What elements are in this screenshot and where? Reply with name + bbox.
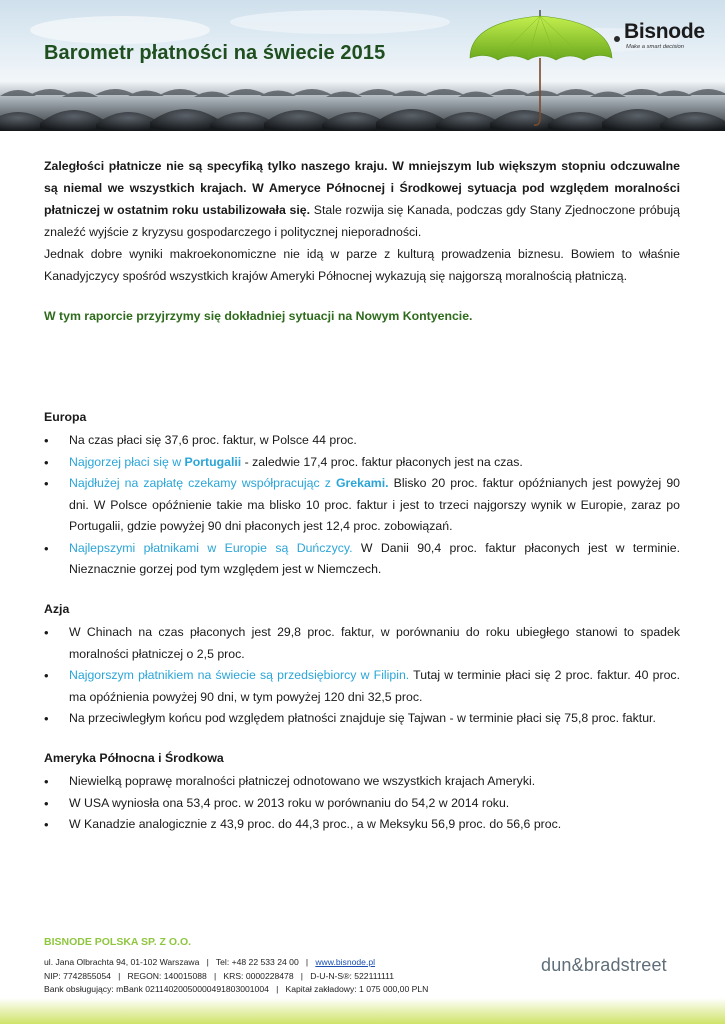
- asia-b1-text: W Chinach na czas płaconych jest 29,8 proc. faktur, w porównaniu do roku ubiegłego stanowi to spadek moralności płatniczej o 2,5 proc.: [69, 625, 680, 661]
- asia-b2-highlight: Najgorszym płatnikiem na świecie są przedsiębiorcy w Filipin.: [69, 668, 410, 682]
- footer-separator: |: [206, 957, 209, 967]
- list-item: [44, 452, 680, 474]
- page-title: Barometr płatności na świecie 2015: [44, 42, 386, 64]
- europe-b2-text: - zaledwie 17,4 proc. faktur płaconych jest na czas.: [241, 454, 523, 469]
- europe-b2-highlight: Najgorzej płaci się w: [69, 454, 182, 469]
- footer-nip: NIP: 7742855054: [44, 970, 111, 981]
- europe-list: [44, 430, 680, 581]
- europe-b2-country: Portugalii: [184, 454, 242, 469]
- logo-tagline: Make a smart decision: [626, 44, 684, 50]
- footer-line-1: [44, 956, 428, 970]
- asia-list: [44, 622, 680, 730]
- green-umbrella-icon: [470, 10, 612, 125]
- intro-section: [44, 155, 680, 327]
- americas-b1-text: Niewielką poprawę moralności płatniczej odnotowano we wszystkich krajach Ameryki.: [69, 774, 536, 788]
- list-item: [44, 665, 680, 708]
- list-item: [44, 708, 680, 730]
- list-item: [44, 622, 680, 665]
- asia-b3-text: Na przeciwległym końcu pod względem płatności znajduje się Tajwan - w terminie płaci się 75,8 proc. faktur.: [69, 711, 656, 725]
- americas-list: [44, 771, 680, 836]
- americas-b3-text: W Kanadzie analogicznie z 43,9 proc. do 44,3 proc., a w Meksyku 56,9 proc. do 56,6 proc.: [69, 817, 562, 831]
- footer-separator: |: [305, 957, 309, 967]
- logo-name: Bisnode: [624, 20, 705, 43]
- asia-heading: Azja: [44, 602, 70, 616]
- europe-b3-country: Grekami.: [335, 476, 389, 490]
- footer-phone: Tel: +48 22 533 24 00: [215, 957, 299, 967]
- footer-line-3: [44, 983, 428, 997]
- footer-bottom-bar: [0, 998, 725, 1024]
- footer-duns: D-U-N-S®: 522111111: [310, 970, 395, 981]
- footer-separator: |: [118, 970, 121, 981]
- intro-note: W tym raporcie przyjrzymy się dokładniej sytuacji na Nowym Kontyencie.: [44, 309, 473, 323]
- europe-b4-highlight: Najlepszymi płatnikami w Europie są Duńczycy.: [69, 540, 353, 555]
- footer-separator: |: [276, 984, 279, 994]
- list-item: [44, 430, 680, 452]
- logo-dot-icon: [614, 36, 620, 42]
- intro-bold-text: Zaległości płatnicze nie są specyfiką tylko naszego kraju. W mniejszym lub większym stopniu odczuwalne są niemal we wszystkich krajach. W Ameryce Północnej i Środkowej sytuacja pod względem moralności płatniczej w ostatnim roku ustabilizowała się.: [44, 159, 680, 217]
- intro-paragraph-2: Jednak dobre wyniki makroekonomiczne nie idą w parze z kulturą prowadzenia biznesu. Bowiem to właśnie Kanadyjczycy spośród wszystkich krajów Ameryki Północnej wykazują się najgorszą moralnością płatniczą.: [44, 247, 680, 283]
- footer-regon: REGON: 140015088: [127, 970, 207, 981]
- footer-line-2: [44, 970, 428, 984]
- americas-b2-text: W USA wyniosła ona 53,4 proc. w 2013 roku w porównaniu do 54,2 w 2014 roku.: [69, 795, 510, 810]
- footer-details: [44, 956, 428, 997]
- bisnode-logo: [612, 16, 712, 66]
- footer-website-link[interactable]: www.bisnode.pl: [315, 957, 376, 967]
- footer-separator: |: [300, 970, 304, 981]
- europe-b4-text: W Danii 90,4 proc. faktur płaconych jest w terminie. Nieznacznie gorzej pod tym względem jest w Niemczech.: [69, 540, 681, 576]
- header-banner: [0, 0, 725, 131]
- list-item: [44, 538, 680, 581]
- footer-address: ul. Jana Olbrachta 94, 01-102 Warszawa: [44, 957, 200, 967]
- list-item: [44, 473, 680, 538]
- intro-paragraph: [44, 155, 680, 287]
- europe-b1-text: Na czas płaci się 37,6 proc. faktur, w Polsce 44 proc.: [69, 433, 357, 447]
- footer-bank: Bank obsługujący: mBank 02114020050000491803001004: [44, 984, 269, 994]
- europe-b3-highlight: Najdłużej na zapłatę czekamy współpracując z: [69, 476, 331, 490]
- footer-krs: KRS: 0000228478: [223, 970, 294, 981]
- americas-heading: Ameryka Północna i Środkowa: [44, 751, 224, 765]
- list-item: [44, 771, 680, 793]
- europe-heading: Europa: [44, 410, 87, 424]
- europe-b3-text: Blisko 20 proc. faktur opóźnianych jest powyżej 90 dni. W Polsce opóźnienie takie ma blisko 10 proc. faktur i jest to trzeci najgorszy wynik w Europie, zaraz po Portugalii, gdzie powyżej 90 dni płaconych jest 12,4 proc. zobowiązań.: [69, 476, 681, 533]
- footer-capital: Kapitał zakładowy: 1 075 000,00 PLN: [285, 984, 429, 994]
- list-item: [44, 793, 680, 815]
- footer-separator: |: [213, 970, 217, 981]
- footer-company: BISNODE POLSKA SP. Z O.O.: [44, 936, 192, 948]
- intro-rest-text: Stale rozwija się Kanada, podczas gdy Stany Zjednoczone próbują znaleźć wyjście z kryzysu gospodarczego i politycznej nieporadności.: [44, 203, 681, 239]
- asia-b2-text: Tutaj w terminie płaci się 2 proc. faktur. 40 proc. ma opóźnienia powyżej 90 dni, w tym powyżej 120 dni 32,5 proc.: [69, 668, 680, 704]
- list-item: [44, 814, 680, 836]
- dun-bradstreet-logo: dun&bradstreet: [541, 955, 667, 975]
